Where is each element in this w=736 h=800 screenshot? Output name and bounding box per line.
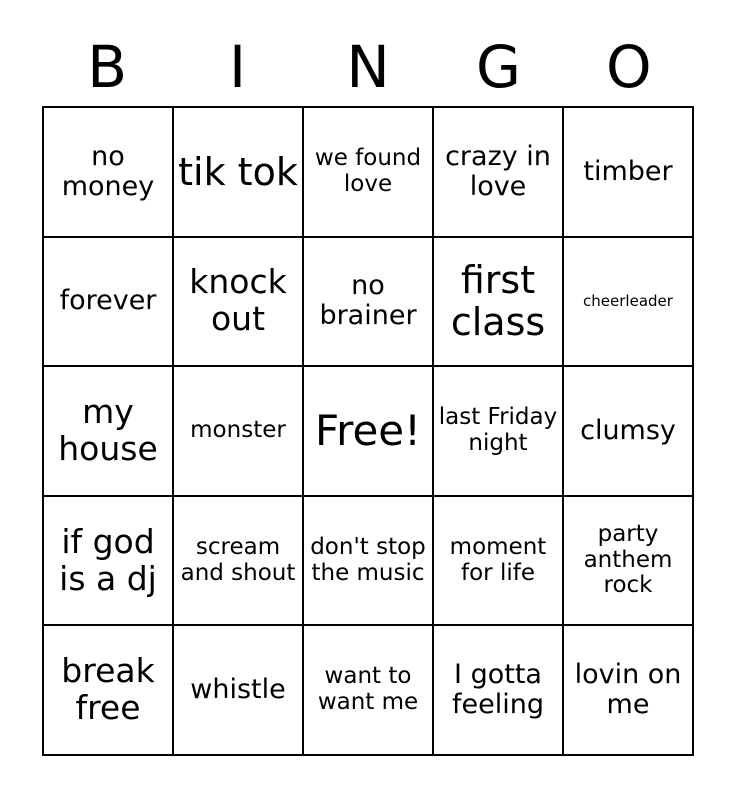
bingo-cell[interactable] xyxy=(434,238,564,368)
bingo-cell-label: no brainer xyxy=(319,270,417,332)
bingo-cell[interactable] xyxy=(304,626,434,756)
bingo-cell[interactable] xyxy=(304,108,434,238)
bingo-cell-label: I gotta feeling xyxy=(452,658,544,721)
header-letter-o: O xyxy=(606,33,652,101)
header-letter-n: N xyxy=(346,33,390,101)
bingo-cell[interactable] xyxy=(174,238,304,368)
bingo-cell[interactable] xyxy=(174,367,304,497)
bingo-cell[interactable] xyxy=(564,367,694,497)
bingo-cell-label: first class xyxy=(450,257,546,345)
bingo-cell[interactable] xyxy=(44,367,174,497)
bingo-cell[interactable] xyxy=(564,238,694,368)
bingo-cell[interactable] xyxy=(434,626,564,756)
bingo-cell-label: last Friday night xyxy=(438,404,558,456)
bingo-cell-label: clumsy xyxy=(580,414,676,446)
bingo-cell-label: don't stop the music xyxy=(310,533,426,586)
bingo-cell[interactable] xyxy=(304,238,434,368)
bingo-cell-free[interactable] xyxy=(304,367,434,497)
bingo-cell[interactable] xyxy=(174,497,304,627)
bingo-cell-label: we found love xyxy=(314,145,422,197)
bingo-cell-label: timber xyxy=(583,155,673,187)
bingo-cell-label: no money xyxy=(61,140,155,202)
header-letter-g: G xyxy=(475,33,521,101)
header-letter-i: I xyxy=(229,33,247,101)
bingo-cell-label: break free xyxy=(61,651,155,728)
bingo-cell[interactable] xyxy=(564,108,694,238)
bingo-cell[interactable] xyxy=(304,497,434,627)
bingo-cell-label: crazy in love xyxy=(445,140,551,202)
bingo-cell-label: knock out xyxy=(189,262,287,339)
bingo-cell-label: scream and shout xyxy=(180,533,296,586)
bingo-cell[interactable] xyxy=(564,497,694,627)
bingo-cell[interactable] xyxy=(44,108,174,238)
bingo-cell-label: tik tok xyxy=(178,149,298,194)
bingo-cell-label: forever xyxy=(59,285,157,317)
bingo-cell[interactable] xyxy=(434,367,564,497)
bingo-cell-label: want to want me xyxy=(317,663,419,716)
bingo-cell[interactable] xyxy=(434,497,564,627)
bingo-cell-label: monster xyxy=(190,417,286,444)
bingo-cell-label: if god is a dj xyxy=(59,521,157,598)
bingo-cell-label: my house xyxy=(58,392,158,468)
bingo-cell-label: Free! xyxy=(315,406,421,456)
bingo-cell-label: moment for life xyxy=(449,533,547,586)
bingo-cell[interactable] xyxy=(174,108,304,238)
header-letter-b: B xyxy=(87,33,128,101)
bingo-cell[interactable] xyxy=(44,497,174,627)
bingo-cell[interactable] xyxy=(564,626,694,756)
bingo-cell[interactable] xyxy=(44,238,174,368)
bingo-cell-label: party anthem rock xyxy=(583,520,673,599)
bingo-cell[interactable] xyxy=(44,626,174,756)
bingo-cell-label: whistle xyxy=(190,674,286,706)
bingo-cell-label: lovin on me xyxy=(574,658,682,721)
bingo-grid xyxy=(42,106,694,756)
bingo-cell-label: cheerleader xyxy=(583,291,673,310)
bingo-cell[interactable] xyxy=(174,626,304,756)
bingo-header xyxy=(42,28,694,106)
bingo-cell[interactable] xyxy=(434,108,564,238)
